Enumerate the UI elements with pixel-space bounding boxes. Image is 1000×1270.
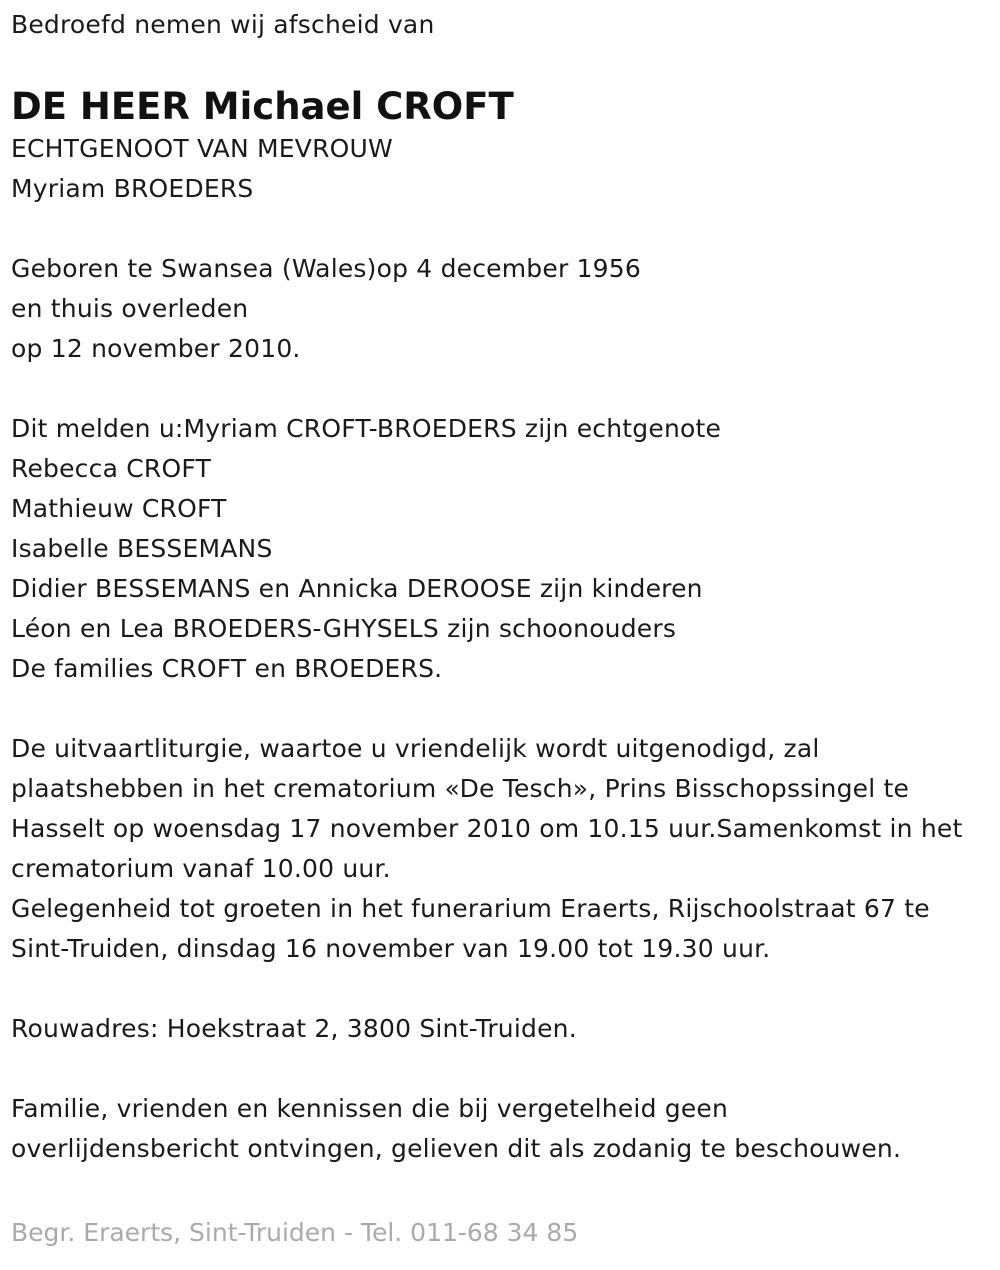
ceremony-line: Sint-Truiden, dinsdag 16 november van 19.00 tot 19.30 uur. bbox=[11, 934, 771, 963]
family-line: Mathieuw CROFT bbox=[11, 494, 227, 523]
notice-line: overlijdensbericht ontvingen, gelieven dit als zodanig te beschouwen. bbox=[11, 1134, 902, 1163]
notice-section bbox=[11, 1089, 1000, 1169]
spacer bbox=[11, 369, 1000, 409]
intro-text: Bedroefd nemen wij afscheid van bbox=[11, 10, 435, 39]
family-section bbox=[11, 409, 1000, 689]
birth-death-line: op 12 november 2010. bbox=[11, 334, 301, 363]
funeral-home-footer: Begr. Eraerts, Sint-Truiden - Tel. 011-68 34 85 bbox=[11, 1218, 579, 1247]
mourning-address: Rouwadres: Hoekstraat 2, 3800 Sint-Truiden. bbox=[11, 1014, 577, 1043]
ceremony-line: Hasselt op woensdag 17 november 2010 om 10.15 uur.Samenkomst in het bbox=[11, 814, 963, 843]
birth-death-line: en thuis overleden bbox=[11, 294, 249, 323]
ceremony-line: plaatshebben in het crematorium «De Tesch», Prins Bisschopssingel te bbox=[11, 774, 910, 803]
family-line: Léon en Lea BROEDERS-GHYSELS zijn schoonouders bbox=[11, 614, 677, 643]
family-line: Dit melden u:Myriam CROFT-BROEDERS zijn echtgenote bbox=[11, 414, 722, 443]
ceremony-line: crematorium vanaf 10.00 uur. bbox=[11, 854, 391, 883]
family-line: De families CROFT en BROEDERS. bbox=[11, 654, 443, 683]
spacer bbox=[11, 689, 1000, 729]
birth-death-section bbox=[11, 249, 1000, 369]
birth-death-line: Geboren te Swansea (Wales)op 4 december 1956 bbox=[11, 254, 641, 283]
ceremony-section bbox=[11, 729, 1000, 969]
spacer bbox=[11, 209, 1000, 249]
spacer bbox=[11, 1049, 1000, 1089]
ceremony-line: De uitvaartliturgie, waartoe u vriendelijk wordt uitgenodigd, zal bbox=[11, 734, 820, 763]
spouse-line-1: ECHTGENOOT VAN MEVROUW bbox=[11, 134, 393, 163]
notice-line: Familie, vrienden en kennissen die bij vergetelheid geen bbox=[11, 1094, 729, 1123]
deceased-name: DE HEER Michael CROFT bbox=[11, 85, 514, 128]
spacer bbox=[11, 969, 1000, 1009]
family-line: Rebecca CROFT bbox=[11, 454, 211, 483]
spouse-line-2: Myriam BROEDERS bbox=[11, 174, 254, 203]
ceremony-line: Gelegenheid tot groeten in het funerarium Eraerts, Rijschoolstraat 67 te bbox=[11, 894, 930, 923]
family-line: Isabelle BESSEMANS bbox=[11, 534, 273, 563]
family-line: Didier BESSEMANS en Annicka DEROOSE zijn kinderen bbox=[11, 574, 703, 603]
